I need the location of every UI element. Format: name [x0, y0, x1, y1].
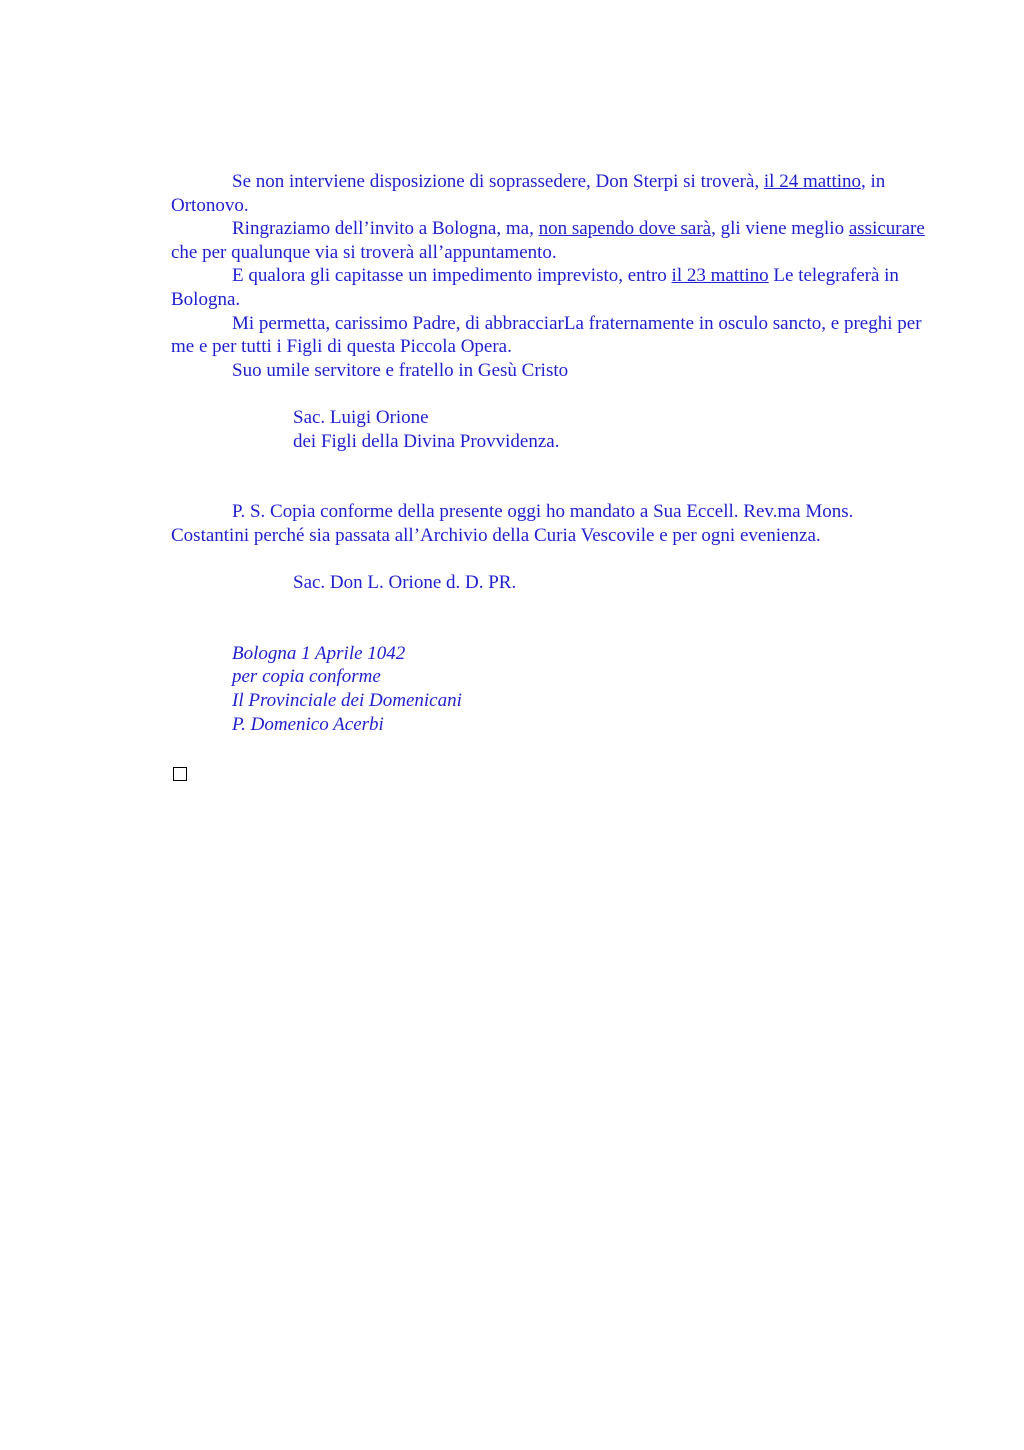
signature-title: dei Figli della Divina Provvidenza. [293, 430, 560, 452]
closing-line: Suo umile servitore e fratello in Gesù Cristo [232, 359, 569, 381]
p2-underline-1: non sapendo dove sarà [538, 218, 712, 240]
p2-text-a: Ringraziamo dell’invito a Bologna, ma, [232, 218, 539, 240]
spacer [171, 618, 931, 642]
letter-page [171, 170, 931, 781]
certification-date: Bologna 1 Aprile 1042 [232, 642, 406, 664]
spacer [171, 382, 931, 406]
p1-text-b: , in Ortonovo. [171, 171, 886, 216]
spacer [171, 477, 931, 501]
checkbox-square [173, 767, 187, 781]
ps-signature: Sac. Don L. Orione d. D. PR. [293, 572, 517, 594]
p2-text-b: , gli viene meglio [711, 218, 849, 240]
signature-name: Sac. Luigi Orione [293, 406, 429, 428]
paragraph-2 [171, 217, 931, 264]
certification-name: P. Domenico Acerbi [232, 713, 384, 735]
p2-underline-2: assicurare [848, 218, 925, 240]
p3-text-a: E qualora gli capitasse un impedimento imprevisto, entro [232, 265, 672, 287]
paragraph-3 [171, 264, 931, 311]
spacer [171, 736, 931, 760]
paragraph-4: Mi permetta, carissimo Padre, di abbracciarLa fraternamente in osculo sancto, e preghi per me e per tutti i Figli di questa Piccola Opera. [171, 312, 922, 358]
spacer [171, 453, 931, 477]
spacer [171, 548, 931, 572]
certification-note: per copia conforme [232, 666, 381, 688]
p2-text-c: che per qualunque via si troverà all’appuntamento. [171, 241, 557, 263]
p1-underline: il 24 mattino [763, 171, 861, 192]
p1-text-a: Se non interviene disposizione di soprassedere, Don Sterpi si troverà, [232, 171, 764, 192]
p3-underline: il 23 mattino [671, 265, 769, 287]
certification-role: Il Provinciale dei Domenicani [232, 690, 462, 712]
paragraph-1 [171, 170, 931, 217]
spacer [171, 595, 931, 619]
p3-text-b: Le telegraferà in Bologna. [171, 265, 899, 310]
postscript: P. S. Copia conforme della presente oggi ho mandato a Sua Eccell. Rev.ma Mons. Costantini perché sia passata all’Archivio della Curia Vescovile e per ogni evenienza. [171, 501, 854, 546]
